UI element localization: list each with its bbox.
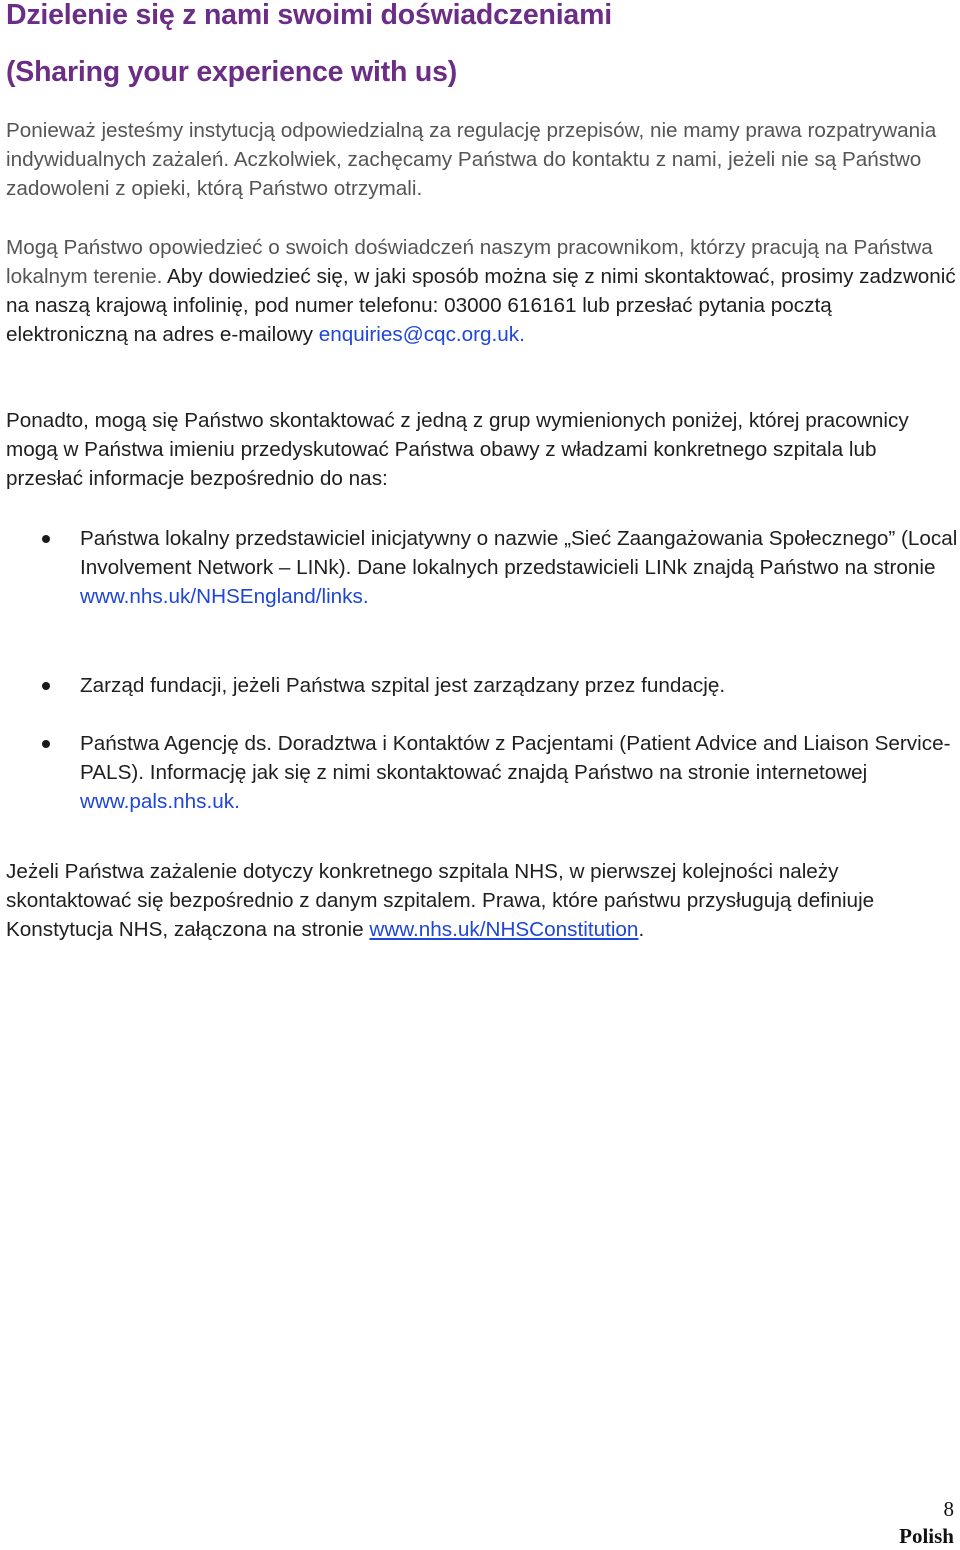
pals-link[interactable]: www.pals.nhs.uk. (80, 790, 240, 813)
links-link[interactable]: www.nhs.uk/NHSEngland/links. (80, 585, 369, 608)
constitution-link[interactable]: www.nhs.uk/NHSConstitution (369, 918, 639, 941)
paragraph-regulation: Ponieważ jesteśmy instytucją odpowiedzialną za regulację przepisów, nie mamy prawa rozpatrywania indywidualnych zażaleń. Aczkolwiek, zachęcamy Państwa do kontaktu z nami, jeżeli nie są Państwo zadowoleni z opieki, którą Państwo otrzymali. (6, 119, 937, 200)
email-link[interactable]: enquiries@cqc.org.uk. (318, 323, 525, 346)
bullet-text: Zarząd fundacji, jeżeli Państwa szpital jest zarządzany przez fundację. (80, 674, 726, 697)
bullet-pals-text: Państwa Agencję ds. Doradztwa i Kontaktów z Pacjentami (Patient Advice and Liaison Service- PALS). Informację jak się z nimi skontaktować znajdą Państwo na stronie internetowej (80, 732, 951, 784)
bullet-icon (42, 682, 50, 690)
page-title: Dzielenie się z nami swoimi doświadczeniami (6, 0, 612, 31)
paragraph-groups: Ponadto, mogą się Państwo skontaktować z jedną z grup wymienionych poniżej, której pracownicy mogą w Państwa imieniu przedyskutować Państwa obawy z władzami konkretnego szpitala lub przesłać informacje bezpośrednio do nas: (6, 409, 909, 490)
bullet-icon (42, 535, 50, 543)
page-subtitle: (Sharing your experience with us) (6, 56, 458, 88)
bullet-text (80, 729, 958, 816)
paragraph-contact (6, 233, 958, 349)
page-number: 8 (943, 1497, 954, 1521)
paragraph-nhs-end: . (638, 918, 645, 941)
bullet-icon (42, 740, 50, 748)
bullet-linK-text: Państwa lokalny przedstawiciel inicjatywny o nazwie „Sieć Zaangażowania Społecznego” (Local Involvement Network – LINk). Dane lokalnych przedstawicieli LINk znajdą Państwo na stronie (80, 527, 958, 579)
paragraph-contact-intro: Mogą Państwo opowiedzieć o swoich doświadczeń naszym pracownikom, którzy pracują na Państwa lokalnym terenie. (6, 236, 933, 288)
language-label: Polish (899, 1524, 954, 1548)
paragraph-nhs-text: Jeżeli Państwa zażalenie dotyczy konkretnego szpitala NHS, w pierwszej kolejności należy skontaktować się bezpośrednio z danym szpitalem. Prawa, które państwu przysługują definiuje Konstytucja NHS, załączona na stronie (6, 860, 875, 941)
bullet-text (80, 524, 958, 611)
paragraph-contact-details: Aby dowiedzieć się, w jaki sposób można się z nimi skontaktować, prosimy zadzwonić na naszą krajową infolinię, pod numer telefonu: 03000 616161 lub przesłać pytania pocztą elektroniczną na adres e-mailowy (6, 265, 956, 346)
paragraph-nhs (6, 857, 958, 944)
